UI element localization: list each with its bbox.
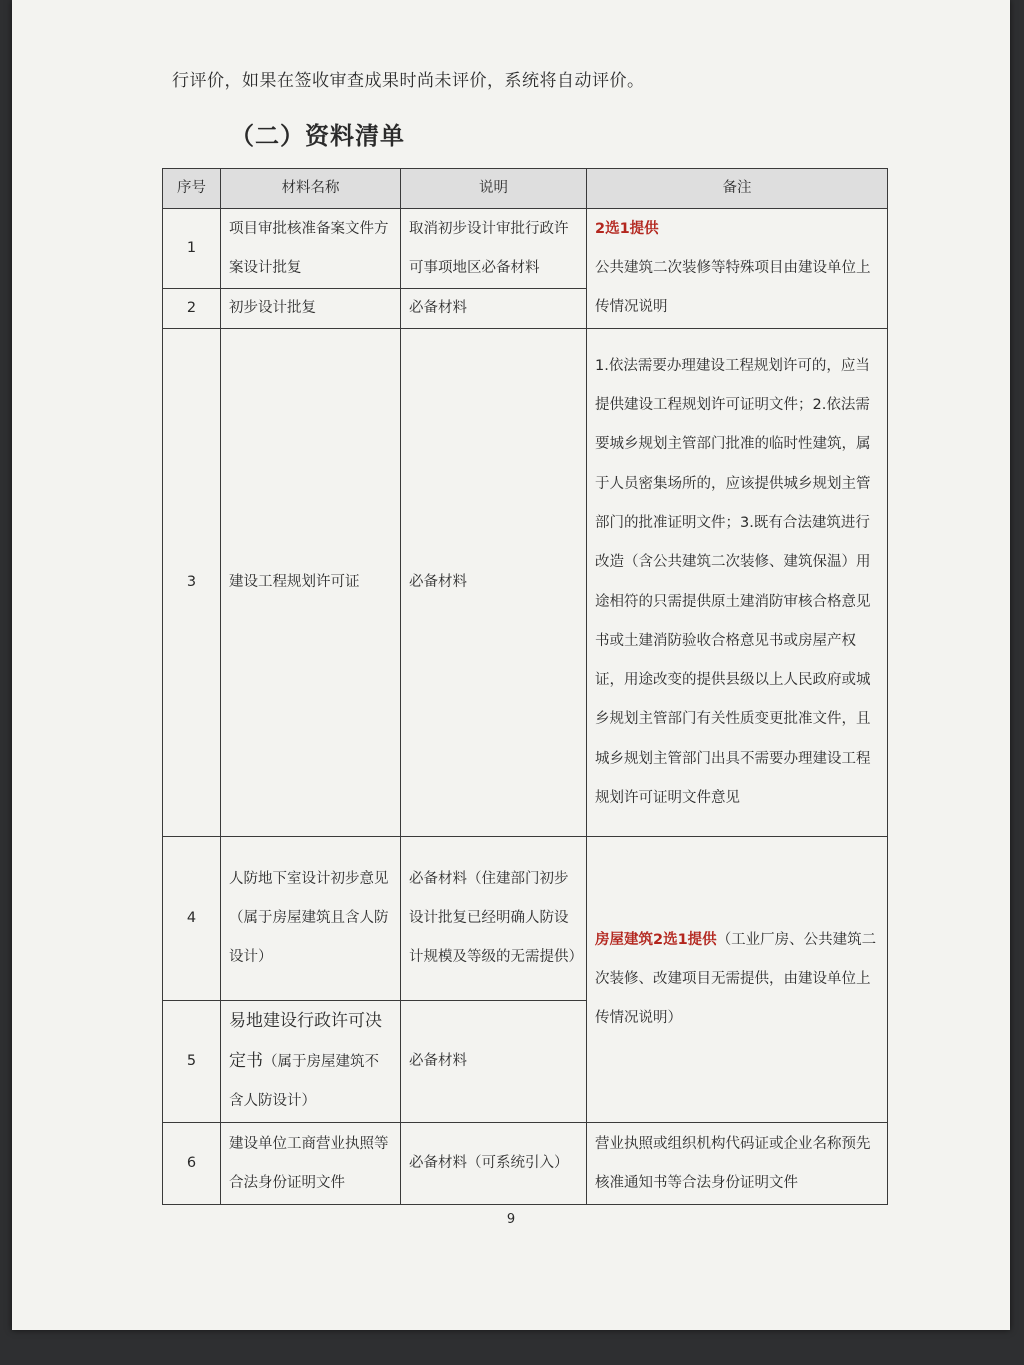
remark-cell [587,209,888,329]
material-description: 必备材料 [401,329,587,837]
intro-paragraph: 行评价，如果在签收审查成果时尚未评价，系统将自动评价。 [172,71,645,91]
remark-cell: 1.依法需要办理建设工程规划许可的，应当提供建设工程规划许可证明文件；2.依法需要城乡规划主管部门批准的临时性建筑，属于人员密集场所的，应该提供城乡规划主管部门的批准证明文件；3.既有合法建筑进行改造（含公共建筑二次装修、建筑保温）用途相符的只需提供原土建消防审核合格意见书或土建消防验收合格意见书或房屋产权证，用途改变的提供县级以上人民政府或城乡规划主管部门有关性质变更批准文件，且城乡规划主管部门出具不需要办理建设工程规划许可证明文件意见 [587,329,888,837]
material-description: 必备材料（住建部门初步设计批复已经明确人防设计规模及等级的无需提供） [401,837,587,1001]
document-page [12,0,1010,1330]
material-name: 项目审批核准备案文件方案设计批复 [221,209,401,289]
table-row [163,329,888,837]
header-desc: 说明 [401,169,587,209]
material-name-main: 易地建设行政许可决定书 [229,1011,382,1071]
row-number: 4 [163,837,221,1001]
material-name [221,1001,401,1123]
table-header-row [163,169,888,209]
remark-highlight: 房屋建筑2选1提供 [595,932,717,948]
header-name: 材料名称 [221,169,401,209]
remark-cell: 营业执照或组织机构代码证或企业名称预先核准通知书等合法身份证明文件 [587,1123,888,1205]
material-name: 建设单位工商营业执照等合法身份证明文件 [221,1123,401,1205]
row-number: 3 [163,329,221,837]
table-row [163,1123,888,1205]
material-description: 取消初步设计审批行政许可事项地区必备材料 [401,209,587,289]
table-row [163,209,888,289]
material-name: 初步设计批复 [221,289,401,329]
table-row [163,837,888,1001]
page-number: 9 [506,1212,516,1227]
row-number: 1 [163,209,221,289]
remark-text: （工业厂房、公共建筑二次装修、改建项目无需提供，由建设单位上传情况说明） [595,932,877,1026]
header-num: 序号 [163,169,221,209]
row-number: 5 [163,1001,221,1123]
material-name: 人防地下室设计初步意见（属于房屋建筑且含人防设计） [221,837,401,1001]
remark-text: 公共建筑二次装修等特殊项目由建设单位上传情况说明 [595,260,871,315]
material-name-note: （属于房屋建筑不含人防设计） [229,1054,379,1109]
remark-cell [587,837,888,1123]
row-number: 2 [163,289,221,329]
remark-highlight: 2选1提供 [595,221,659,237]
materials-table [162,168,888,1205]
material-description: 必备材料 [401,1001,587,1123]
section-title: （二）资料清单 [230,122,405,150]
header-remark: 备注 [587,169,888,209]
material-description: 必备材料（可系统引入） [401,1123,587,1205]
material-description: 必备材料 [401,289,587,329]
row-number: 6 [163,1123,221,1205]
material-name: 建设工程规划许可证 [221,329,401,837]
